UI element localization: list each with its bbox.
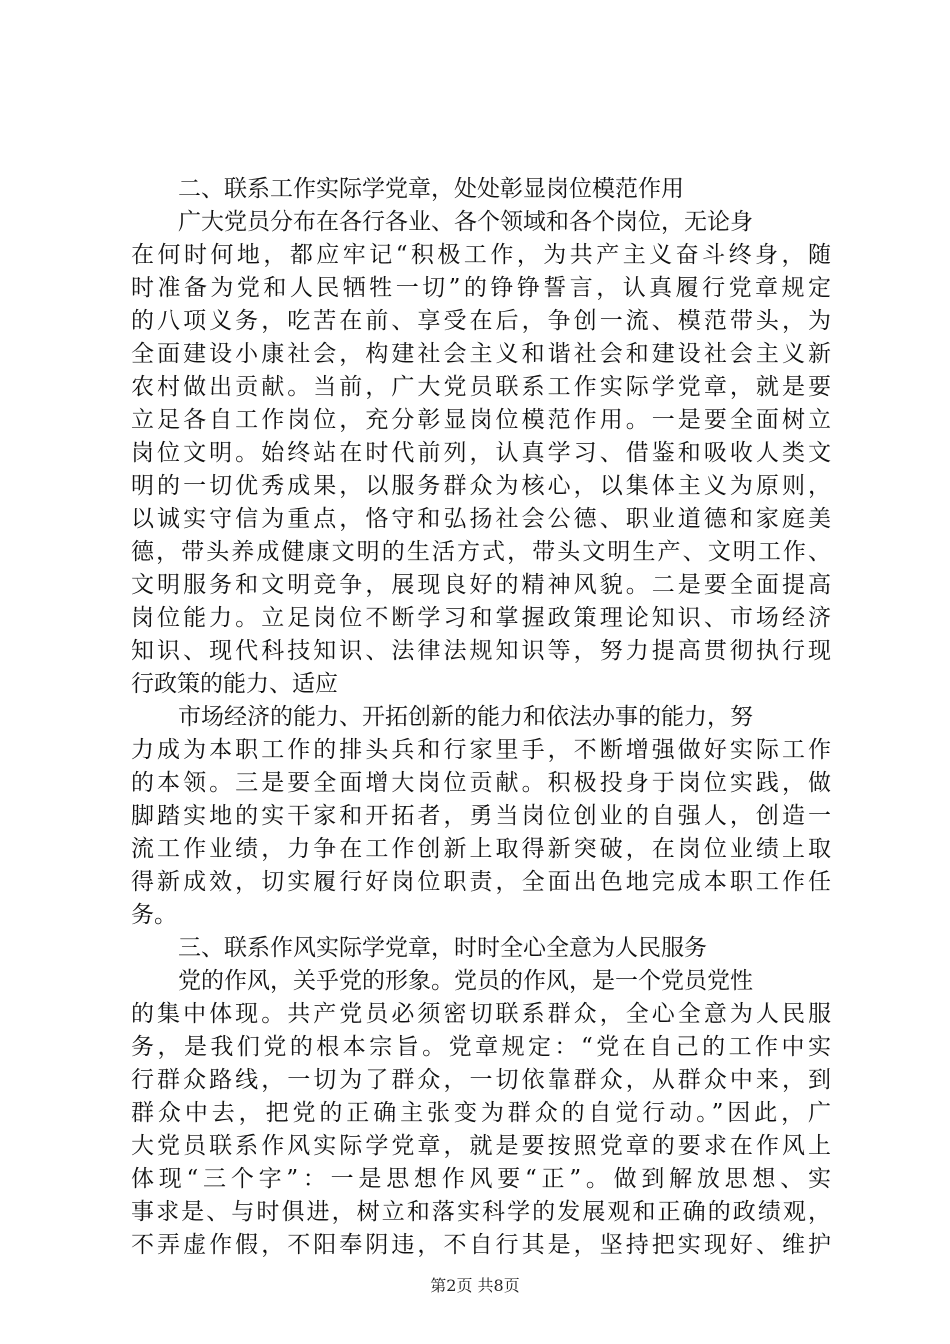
paragraph-2a bbox=[131, 206, 831, 701]
text-line: 流工作业绩，力争在工作创新上取得新突破，在岗位业绩上取 bbox=[131, 836, 831, 862]
text-line: 力成为本职工作的排头兵和行家里手，不断增强做好实际工作 bbox=[131, 737, 831, 763]
text-line: 的本领。三是要全面增大岗位贡献。积极投身于岗位实践，做 bbox=[131, 770, 831, 796]
text-line: 全面建设小康社会，构建社会主义和谐社会和建设社会主义新 bbox=[131, 341, 831, 367]
text-line: 时准备为党和人民牺牲一切”的铮铮誓言，认真履行党章规定 bbox=[131, 275, 831, 301]
text-line: 德，带头养成健康文明的生活方式，带头文明生产、文明工作、 bbox=[131, 539, 831, 565]
text-line: 行政策的能力、适应 bbox=[131, 671, 338, 697]
text-line: 党的作风，关乎党的形象。党员的作风，是一个党员党性 bbox=[178, 968, 753, 994]
text-line: 知识、现代科技知识、法律法规知识等，努力提高贯彻执行现 bbox=[131, 638, 831, 664]
text-line: 在何时何地，都应牢记“积极工作，为共产主义奋斗终身，随 bbox=[131, 242, 831, 268]
text-line: 的集中体现。共产党员必须密切联系群众，全心全意为人民服 bbox=[131, 1001, 831, 1027]
page-number-footer: 第2页 共8页 bbox=[430, 1276, 520, 1295]
text-line: 群众中去，把党的正确主张变为群众的自觉行动。”因此，广 bbox=[131, 1100, 831, 1126]
paragraph-2b bbox=[131, 701, 831, 932]
section-heading-3: 三、联系作风实际学党章，时时全心全意为人民服务 bbox=[178, 935, 707, 961]
text-line: 务。 bbox=[131, 902, 177, 928]
text-line: 务，是我们党的根本宗旨。党章规定：“党在自己的工作中实 bbox=[131, 1034, 831, 1060]
paragraph-3 bbox=[131, 965, 831, 1262]
text-line: 文明服务和文明竞争，展现良好的精神风貌。二是要全面提高 bbox=[131, 572, 831, 598]
text-line: 岗位文明。始终站在时代前列，认真学习、借鉴和吸收人类文 bbox=[131, 440, 831, 466]
text-line: 行群众路线，一切为了群众，一切依靠群众，从群众中来，到 bbox=[131, 1067, 831, 1093]
section-heading-2: 二、联系工作实际学党章，处处彰显岗位模范作用 bbox=[178, 176, 684, 202]
text-line: 立足各自工作岗位，充分彰显岗位模范作用。一是要全面树立 bbox=[131, 407, 831, 433]
text-line: 脚踏实地的实干家和开拓者，勇当岗位创业的自强人，创造一 bbox=[131, 803, 831, 829]
text-line: 体现“三个字”：一是思想作风要“正”。做到解放思想、实 bbox=[131, 1166, 831, 1192]
text-line: 市场经济的能力、开拓创新的能力和依法办事的能力，努 bbox=[178, 704, 753, 730]
text-line: 事求是、与时俱进，树立和落实科学的发展观和正确的政绩观， bbox=[131, 1199, 831, 1225]
text-line: 得新成效，切实履行好岗位职责，全面出色地完成本职工作任 bbox=[131, 869, 831, 895]
text-line: 大党员联系作风实际学党章，就是要按照党章的要求在作风上 bbox=[131, 1133, 831, 1159]
text-line: 明的一切优秀成果，以服务群众为核心，以集体主义为原则， bbox=[131, 473, 831, 499]
text-line: 农村做出贡献。当前，广大党员联系工作实际学党章，就是要 bbox=[131, 374, 831, 400]
text-line: 不弄虚作假，不阳奉阴违，不自行其是，坚持把实现好、维护 bbox=[131, 1232, 831, 1258]
text-line: 以诚实守信为重点，恪守和弘扬社会公德、职业道德和家庭美 bbox=[131, 506, 831, 532]
text-line: 的八项义务，吃苦在前、享受在后，争创一流、模范带头，为 bbox=[131, 308, 831, 334]
text-line: 广大党员分布在各行各业、各个领域和各个岗位，无论身 bbox=[178, 209, 753, 235]
document-body bbox=[131, 173, 831, 1262]
text-line: 岗位能力。立足岗位不断学习和掌握政策理论知识、市场经济 bbox=[131, 605, 831, 631]
